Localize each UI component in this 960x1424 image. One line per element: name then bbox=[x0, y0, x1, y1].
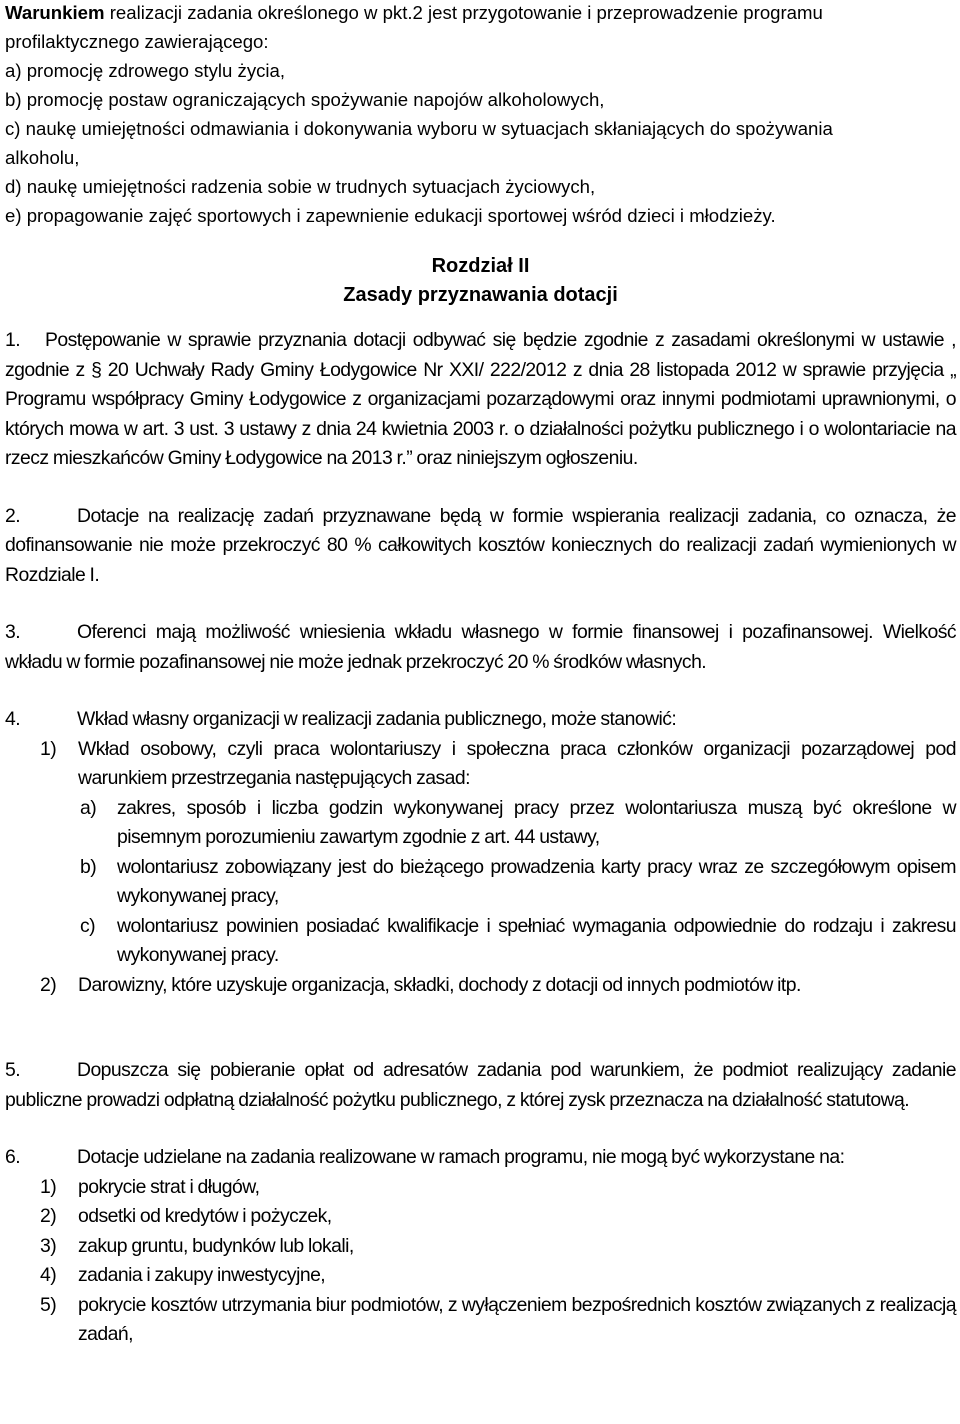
section-1 bbox=[5, 326, 956, 474]
section-1-text: Postępowanie w sprawie przyznania dotacji odbywać się będzie zgodnie z zasadami określonymi w ustawie , zgodnie z § 20 Uchwały Rady Gminy Łodygowice Nr XXI/ 222/2012 z dnia 28 listopada 2012 w sprawie przyjęcia „ Programu współpracy Gminy Łodygowice z organizacjami pozarządowymi oraz innymi podmiotami uprawnionymi, o których mowa w art. 3 ust. 3 ustawy z dnia 24 kwietnia 2003 r. o działalności pożytku publicznego i o wolontariacie na rzecz mieszkańców Gminy Łodygowice na 2013 r.” oraz niniejszym ogłoszeniu. bbox=[5, 329, 956, 469]
chapter-heading bbox=[5, 252, 956, 310]
intro-line-4: b) promocję postaw ograniczających spożywanie napojów alkoholowych, bbox=[5, 89, 605, 110]
list-item-marker: 1) bbox=[40, 1175, 57, 1198]
intro-line-8: e) propagowanie zajęć sportowych i zapewnienie edukacji sportowej wśród dzieci i młodzieży. bbox=[5, 205, 776, 226]
intro-line-7: d) naukę umiejętności radzenia sobie w trudnych sytuacjach życiowych, bbox=[5, 176, 596, 197]
list-item-marker: 1) bbox=[40, 737, 57, 760]
intro-line-3: a) promocję zdrowego stylu życia, bbox=[5, 60, 286, 81]
list-item-marker: 2) bbox=[40, 973, 57, 996]
chapter-number: Rozdział II bbox=[431, 255, 530, 277]
intro-block bbox=[5, 0, 956, 230]
list-item-marker: 4) bbox=[40, 1264, 57, 1286]
sub-list-item bbox=[5, 853, 956, 912]
list-item bbox=[5, 1232, 956, 1262]
section-3-text: Oferenci mają możliwość wniesienia wkładu własnego w formie finansowej i pozafinansowej. Wielkość wkładu w formie pozafinansowej nie może jednak przekroczyć 20 % środków własnych. bbox=[5, 621, 956, 673]
section-5-number: 5. bbox=[5, 1059, 21, 1081]
section-5 bbox=[5, 1056, 956, 1115]
list-item-text: pokrycie kosztów utrzymania biur podmiotów, z wyłączeniem bezpośrednich kosztów związanych z realizacją zadań, bbox=[78, 1293, 956, 1345]
intro-line-5: c) naukę umiejętności odmawiania i dokonywania wyboru w sytuacjach skłaniających do spożywania bbox=[5, 118, 833, 139]
list-item-marker: 3) bbox=[40, 1234, 57, 1257]
sub-list-item-text: wolontariusz zobowiązany jest do bieżącego prowadzenia karty pracy wraz ze szczegółowym opisem wykonywanej pracy, bbox=[117, 855, 956, 907]
intro-line-2: profilaktycznego zawierającego: bbox=[5, 31, 269, 52]
list-item bbox=[5, 735, 956, 794]
section-5-text: Dopuszcza się pobieranie opłat od adresatów zadania pod warunkiem, że podmiot realizujący zadanie publiczne prowadzi odpłatną działalność pożytku publicznego, z której zysk przeznacza na działalność statutową. bbox=[5, 1059, 956, 1111]
section-6-lead bbox=[5, 1143, 956, 1173]
list-item-text: odsetki od kredytów i pożyczek, bbox=[78, 1205, 332, 1227]
list-item-text: pokrycie strat i długów, bbox=[78, 1175, 260, 1198]
list-item bbox=[5, 1261, 956, 1291]
section-4 bbox=[5, 705, 956, 1000]
list-item bbox=[5, 971, 956, 1001]
section-6-list bbox=[5, 1173, 956, 1350]
list-item bbox=[5, 1291, 956, 1350]
section-4-list bbox=[5, 735, 956, 1001]
sub-list-item-marker: b) bbox=[80, 855, 97, 878]
section-2-text: Dotacje na realizację zadań przyznawane będą w formie wspierania realizacji zadania, co oznacza, że dofinansowanie nie może przekroczyć 80 % całkowitych kosztów koniecznych do realizacji zadań wymienionych w Rozdziale I. bbox=[5, 504, 956, 586]
list-item-marker: 2) bbox=[40, 1205, 57, 1227]
list-item bbox=[5, 1173, 956, 1203]
section-3-number: 3. bbox=[5, 621, 21, 643]
sub-list-item-text: zakres, sposób i liczba godzin wykonywanej pracy przez wolontariusza muszą być określone w pisemnym porozumieniu zawartym zgodnie z art. 44 ustawy, bbox=[117, 796, 956, 848]
intro-line-1 bbox=[5, 0, 956, 27]
chapter-body bbox=[5, 326, 956, 1350]
list-item-text: zakup gruntu, budynków lub lokali, bbox=[78, 1234, 354, 1257]
list-item-marker: 5) bbox=[40, 1293, 57, 1316]
section-6 bbox=[5, 1143, 956, 1350]
list-item-text: Wkład osobowy, czyli praca wolontariuszy i społeczna praca członków organizacji pozarządowej pod warunkiem przestrzegania następujących zasad: bbox=[78, 737, 956, 789]
section-6-text: Dotacje udzielane na zadania realizowane w ramach programu, nie mogą być wykorzystane na: bbox=[77, 1146, 845, 1168]
sub-list-item-marker: c) bbox=[80, 914, 96, 937]
section-4-text: Wkład własny organizacji w realizacji zadania publicznego, może stanowić: bbox=[77, 708, 677, 730]
list-item-text: zadania i zakupy inwestycyjne, bbox=[78, 1264, 326, 1286]
list-item-text: Darowizny, które uzyskuje organizacja, składki, dochody z dotacji od innych podmiotów itp. bbox=[78, 973, 801, 996]
section-6-number: 6. bbox=[5, 1146, 21, 1168]
intro-line-6: alkoholu, bbox=[5, 147, 80, 168]
section-1-number: 1. bbox=[5, 329, 21, 351]
sub-list-item bbox=[5, 794, 956, 853]
chapter-title: Zasady przyznawania dotacji bbox=[343, 284, 618, 306]
section-4-lead bbox=[5, 705, 956, 735]
sub-list-item-marker: a) bbox=[80, 796, 97, 819]
intro-line-1-text: realizacji zadania określonego w pkt.2 jest przygotowanie i przeprowadzenie programu bbox=[104, 2, 823, 23]
list-item bbox=[5, 1202, 956, 1232]
section-2-number: 2. bbox=[5, 504, 21, 527]
section-4-number: 4. bbox=[5, 708, 21, 730]
sub-list-item-text: wolontariusz powinien posiadać kwalifikacje i spełniać wymagania odpowiednie do rodzaju i zakresu wykonywanej pracy. bbox=[117, 914, 956, 966]
section-3 bbox=[5, 618, 956, 677]
section-2 bbox=[5, 502, 956, 591]
intro-bold-label: Warunkiem bbox=[5, 2, 105, 23]
sub-list-item bbox=[5, 912, 956, 971]
